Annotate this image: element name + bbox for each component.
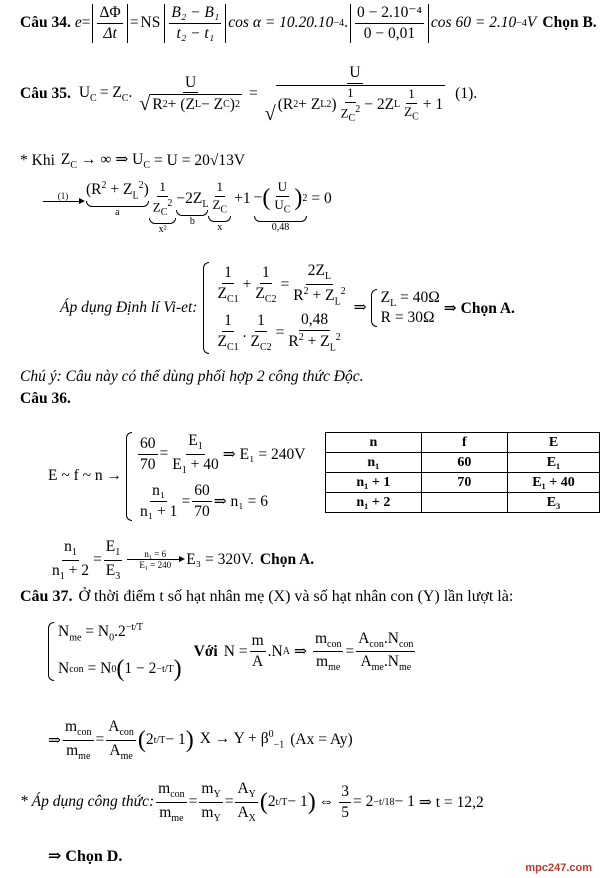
q37-n0: = N	[85, 623, 110, 641]
q35-ub-048: − ( $\frac{U}{U_C}$ ) 2 0,48	[253, 179, 308, 234]
q35-res1-val: = 40Ω	[400, 288, 440, 306]
q36-l1-res: ⇒ E₁ = 240V	[222, 445, 306, 463]
q35-lbl-x: x	[217, 222, 223, 234]
q35-eq-zero: = 0	[311, 190, 332, 207]
table-header-f: f	[421, 433, 507, 453]
table-row	[326, 473, 600, 493]
q34-b: B₂ − B₁	[169, 4, 221, 24]
q37-r35-num: 3	[339, 783, 351, 803]
q35-khi-line: * Khi $Z_C$ → ∞ ⇒ $U_C$ = U = 20√13V	[20, 150, 246, 172]
q36-l2-den: n₁ + 1	[140, 503, 178, 520]
q35-note	[0, 368, 600, 386]
q34-ns: NS	[140, 14, 161, 32]
q36-l2-mid-den: 70	[194, 503, 210, 520]
q35-ub-x: $\frac{1}{Z_C}$ x	[208, 180, 231, 233]
q34-unit: V	[526, 14, 537, 32]
q34-label: Câu 34.	[20, 14, 71, 32]
q37-ax-ay: (Ax = Ay)	[290, 731, 353, 749]
q35-frac2: U √ (R 2 + Z L 2 ) $\frac{1}{Z_C^2}$ − 2Z L $\frac{1}{Z_C}$ + 1	[264, 64, 444, 126]
q37-reaction: X → Y + β	[199, 730, 269, 748]
q35-res2: R = 30Ω	[380, 309, 435, 326]
q35-label: Câu 35.	[20, 85, 71, 103]
q37-apply-text: * Áp dụng công thức:	[20, 793, 155, 811]
q35-khi-eq: = U = 20√13V	[154, 151, 246, 169]
q37-t-res: ⇒ t = 12,2	[418, 793, 484, 811]
table-cell	[421, 493, 507, 513]
q35-ub-a: $(R^2 + Z_L^2)$ a	[86, 180, 149, 219]
q36-l2-mid-num: 60	[192, 482, 212, 502]
table-row	[326, 493, 600, 513]
q34-abs-dphi	[92, 4, 127, 43]
q35-res1: Z	[380, 288, 391, 306]
q34-abs-num-val: 0 − 2.10⁻⁴	[355, 4, 424, 24]
q35-u2: U	[347, 64, 362, 84]
q37-text: Ở thời điểm t số hạt nhân mẹ (X) và số hạt nhân con (Y) lần lượt là:	[78, 588, 514, 605]
q34-e: e	[74, 14, 82, 32]
footer-watermark: mpc247.com	[525, 862, 592, 874]
table-cell: n₁ + 1	[326, 473, 422, 493]
q35-arrow	[43, 192, 83, 202]
q35-frac1: U √ R 2 + (Z L − Z C ) 2	[139, 73, 240, 116]
q37-sys-line: $N_{me} = N_0.2^{-t/T}$ N con = N 0 ( 1 − 2 −t/T ) Với N = $\frac{m}{A}$ .N A ⇒ $\frac{m_{con}}{m_{me}}$ = $\frac{A_{con}.N_{con}}{A_{me}.N_{me}}$	[0, 622, 600, 681]
q37-n-formula: N =	[223, 642, 248, 660]
q35-khi-z: Z	[60, 150, 71, 168]
q36-final-res: E₃ = 320V.	[186, 551, 254, 569]
q36-table	[325, 432, 600, 513]
q34-cos60: cos 60 = 2.10	[430, 14, 517, 32]
q35-expanded	[0, 180, 600, 235]
table-cell: n₁ + 2	[326, 493, 422, 513]
q34-answer: Chọn B.	[542, 14, 597, 32]
q37-apply	[0, 780, 600, 824]
q35-sys2-rhs: 0,48	[299, 311, 330, 331]
q34-abs-num	[350, 4, 429, 43]
q34-pow: −4	[333, 17, 345, 29]
q37-title-line	[0, 588, 600, 606]
q36-final	[0, 538, 600, 582]
q37-with: Với	[193, 642, 218, 660]
q36-l1-num: 60	[138, 435, 158, 455]
q36-l2-num: n₁	[150, 482, 167, 502]
q35-vieta-label: Áp dụng Định lí Vi-et:	[60, 298, 198, 316]
q36-final-line: $\frac{n_1}{n_1 + 2}$ = $\frac{E_1}{E_3}$ n₁ = 6 E₁ = 240 E₃ = 320V. Chọn A.	[52, 538, 315, 582]
table-cell: E₃	[507, 493, 599, 513]
q35-vieta-sys: $\frac{1}{Z_{C1}}$ + $\frac{1}{Z_{C2}}$ = $\frac{2Z_L}{R^2 + Z_L^2}$ $\frac{1}{Z_{C1}}$ . $\frac{1}{Z_{C2}}$ = $\frac{0,48}{R^2 + Z_L^2}$	[203, 262, 349, 354]
q34-dt: Δt	[103, 24, 117, 42]
q35-star: * Khi	[20, 151, 55, 169]
q37-answer-block	[0, 846, 600, 866]
q35-line: Câu 35. $U_C$ = $Z_C$. U √ R 2 + (Z L − Z C ) 2 = U √ (R 2 + Z L 2 ) $\frac{1}{Z_C^2}$ − 2Z L $\frac{1}{Z_C}$ + 1 (1).	[20, 64, 478, 126]
q35-lbl-b: b	[189, 216, 195, 228]
q34-t: t₂ − t₁	[176, 24, 215, 42]
q35-lbl-x2: x²	[158, 224, 167, 236]
table-header-n: n	[326, 433, 422, 453]
q36-table-wrap	[325, 432, 600, 513]
q35-ub-x2: $\frac{1}{Z_C^2}$ x²	[149, 180, 177, 235]
q34-abs-b	[164, 4, 226, 43]
q35-sys1-rhs: 2Z	[307, 262, 326, 279]
q35-result-sys: $Z_L = 40\Omega$ R = 30Ω	[371, 289, 440, 327]
q37-r35-den: 5	[341, 803, 349, 821]
q36-final-arrow	[127, 550, 183, 570]
q37-result	[0, 718, 600, 762]
q34-block	[0, 4, 600, 43]
q37-result-line: ⇒ $\frac{m_{con}}{m_{me}}$ = $\frac{A_{con}}{A_{me}}$ ( 2 t/T − 1 ) $X \to Y + \beta^0_{-1}$ (Ax = Ay)	[48, 718, 353, 762]
q36-answer: Chọn A.	[259, 551, 315, 569]
q35-khi-result: → ∞ ⇒ U	[81, 151, 144, 168]
q36-prop: E ~ f ~ n →	[48, 467, 123, 485]
q36-sys: $\frac{60}{70}$ = $\frac{E_1}{E_1 + 40}$ ⇒ E₁ = 240V $\frac{\text{n₁}}{\text{n₁ + 1}}$ = $\frac{60}{70}$ ⇒ n₁ = 6	[126, 432, 305, 521]
table-cell: E₁	[507, 453, 599, 473]
q35-u1: U	[183, 74, 198, 94]
q37-label: Câu 37.	[20, 588, 73, 605]
q35-lbl-048: 0,48	[271, 222, 290, 234]
table-header-e: E	[507, 433, 599, 453]
q35-lbl-a: a	[115, 207, 120, 219]
q34-abs-den: 0 − 0,01	[363, 24, 416, 42]
q35-rhs: (1).	[455, 85, 478, 103]
table-row	[326, 453, 600, 473]
q34-pow2: −4	[516, 17, 527, 29]
q35-expanded-line: (1) $(R^2 + Z_L^2)$ a $\frac{1}{Z_C^2}$ x² $-2Z_L$ b $\frac{1}{Z_C}$ x +1 − ( $\frac{U}{U_C}$ ) 2 0,48 = 0	[0, 180, 600, 235]
q37-system	[0, 622, 600, 681]
table-cell: 60	[421, 453, 507, 473]
q37-sys: $N_{me} = N_0.2^{-t/T}$ N con = N 0 ( 1 − 2 −t/T )	[48, 622, 182, 681]
q37-nme: N	[58, 623, 70, 641]
q34-cos: cos α = 10.20.10	[228, 14, 334, 32]
table-header-row	[326, 433, 600, 453]
q35-arrow-top: (1)	[57, 191, 69, 201]
q35-note-text: Chú ý: Câu này có thể dùng phối hợp 2 công thức Độc.	[20, 368, 364, 385]
q37-apply-line: * Áp dụng công thức: $\frac{m_{con}}{m_{me}}$ = $\frac{m_Y}{m_Y}$ = $\frac{A_Y}{A_X}$ ( 2 t/T − 1 ) ⇔ $\frac{3}{5}$ = 2 −t/18 − 1 ⇒ t = 12,2	[20, 780, 484, 824]
q35-main	[0, 64, 600, 125]
q37-answer: ⇒ Chọn D.	[48, 848, 123, 865]
q37-title	[0, 588, 600, 606]
table-cell: E₁ + 40	[507, 473, 599, 493]
q36-title	[0, 390, 600, 408]
table-cell: n₁	[326, 453, 422, 473]
q36-l1-den: 70	[140, 455, 156, 473]
q35-khi	[0, 150, 600, 171]
q34-dphi: ΔΦ	[97, 4, 122, 24]
q35-ub-b: $-2Z_L$ b	[176, 190, 209, 228]
q36-label: Câu 36.	[20, 390, 71, 407]
q36-arrow-top: n₁ = 6	[144, 549, 167, 560]
q34-line: Câu 34. e = $\frac{\Delta\Phi}{\Delta t}$ = NS $\frac{\text{B₂ − B₁}}{\text{t₂ − t₁}}$ cos α = 10.20.10 −4 . $\frac{\text{0 − 2.10⁻⁴}}{0 - 0,01}$ cos 60 = 2.10 −4 V Chọn B.	[20, 4, 597, 42]
table-cell: 70	[421, 473, 507, 493]
q35-answer: ⇒ Chọn A.	[443, 299, 515, 317]
q35-vieta	[0, 262, 600, 354]
q36-l2-res: ⇒ n₁ = 6	[213, 493, 268, 510]
q36-arrow-bot: E₁ = 240	[139, 560, 172, 571]
q35-vieta-line: Áp dụng Định lí Vi-et: $\frac{1}{Z_{C1}}$ + $\frac{1}{Z_{C2}}$ = $\frac{2Z_L}{R^2 + Z_L^2}$ $\frac{1}{Z_{C1}}$ . $\frac{1}{Z_{C2}}$ = $\frac{0,48}{R^2 + Z_L^2}$ ⇒ $Z_L = 40\Omega$ R = 30Ω ⇒ Chọn A.	[60, 262, 515, 354]
